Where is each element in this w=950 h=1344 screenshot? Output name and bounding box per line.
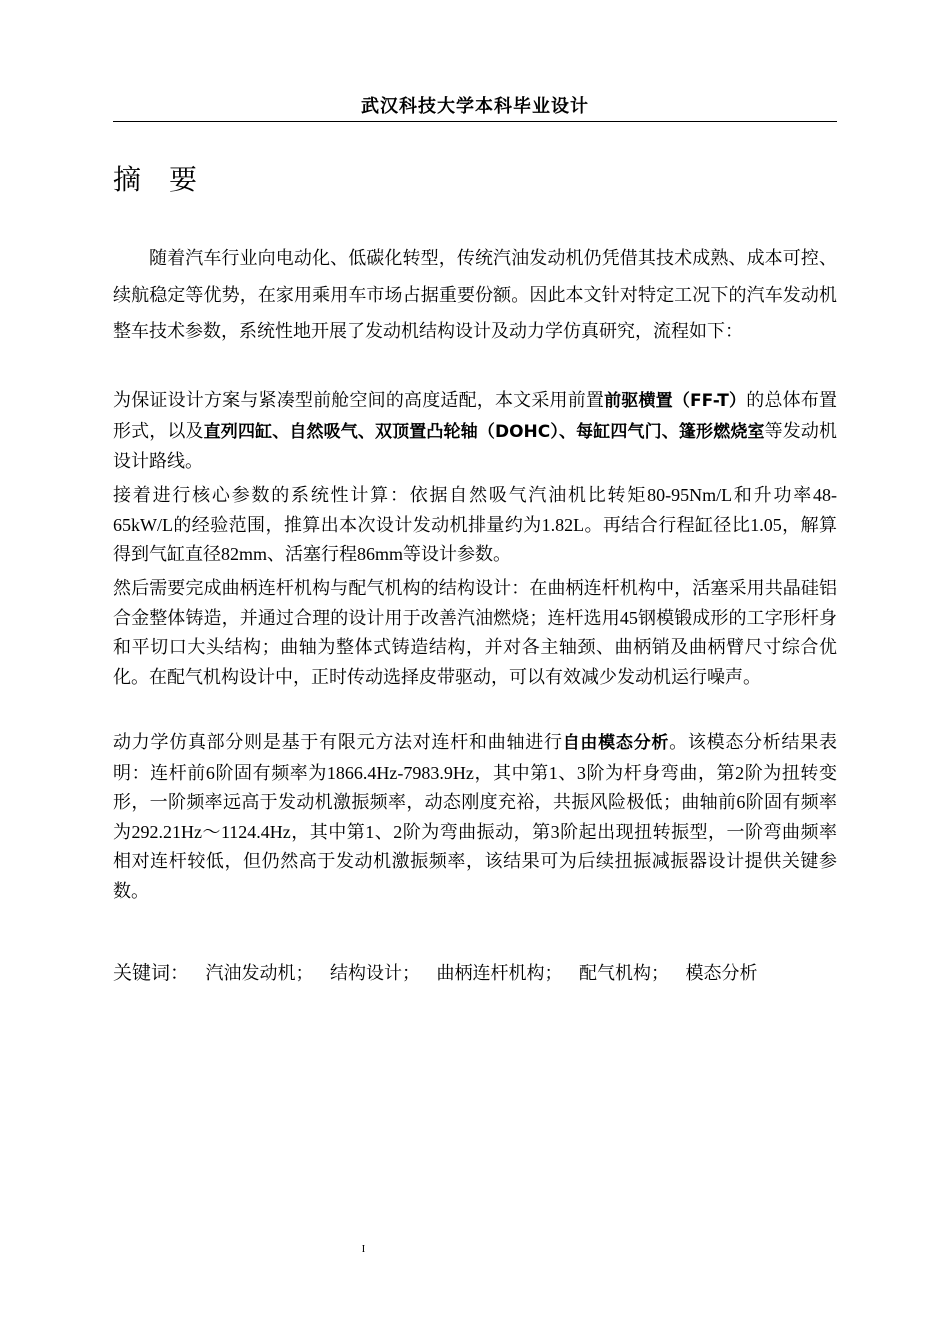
abstract-title-char-2: 要: [169, 163, 198, 196]
keyword-item: 模态分析: [685, 963, 758, 983]
page-number: I: [361, 1243, 366, 1255]
keywords-line: [113, 958, 837, 988]
layout-text-3: 等发动机设计路线。: [113, 420, 838, 471]
layout-paragraph: [113, 386, 837, 477]
parameter-paragraph: 接着进行核心参数的系统性计算：依据自然吸气汽油机比转矩80-95Nm/L和升功率48-65kW/L的经验范围，推算出本次设计发动机排量约为1.82L。再结合行程缸径比1.05，解算得到气缸直径82mm、活塞行程86mm等设计参数。: [113, 485, 837, 564]
keyword-item: 配气机构；: [579, 963, 670, 983]
keyword-item: 结构设计；: [330, 963, 421, 983]
keyword-item: 汽油发动机；: [205, 963, 314, 983]
keyword-item: 曲柄连杆机构；: [436, 963, 563, 983]
layout-text-1: 为保证设计方案与紧凑型前舱空间的高度适配，本文采用前置: [113, 390, 605, 410]
abstract-title: [113, 160, 197, 200]
simulation-text-1: 动力学仿真部分则是基于有限元方法对连杆和曲轴进行: [113, 732, 563, 752]
keywords-label: 关键词：: [113, 962, 190, 984]
layout-text-2: 的总体布置形式，以及: [113, 390, 838, 441]
simulation-paragraph: [113, 728, 837, 906]
header-rule: [113, 121, 837, 122]
mechanism-paragraph: 然后需要完成曲柄连杆机构与配气机构的结构设计：在曲柄连杆机构中，活塞采用共晶硅铝合金整体铸造，并通过合理的设计用于改善汽油燃烧；连杆选用45钢模锻成形的工字形杆身和平切口大头结构；曲轴为整体式铸造结构，并对各主轴颈、曲柄销及曲柄臂尺寸综合优化。在配气机构设计中，正时传动选择皮带驱动，可以有效减少发动机运行噪声。: [113, 578, 837, 687]
layout-bold-drive-type: 前驱横置（FF-T）: [604, 391, 747, 411]
abstract-title-char-1: 摘: [113, 163, 142, 196]
simulation-text-2: 。该模态分析结果表明：连杆前6阶固有频率为1866.4Hz-7983.9Hz，其中第1、3阶为杆身弯曲，第2阶为扭转变形，一阶频率远高于发动机激振频率，动态刚度充裕，共振风险极低；曲轴前6阶固有频率为292.21Hz～1124.4Hz，其中第1、2阶为弯曲振动，第3阶起出现扭转振型，一阶弯曲频率相对连杆较低，但仍然高于发动机激振频率，该结果可为后续扭振减振器设计提供关键参数。: [113, 732, 838, 901]
running-header: 武汉科技大学本科毕业设计: [361, 96, 589, 117]
abstract-intro-paragraph: 随着汽车行业向电动化、低碳化转型，传统汽油发动机仍凭借其技术成熟、成本可控、续航稳定等优势，在家用乘用车市场占据重要份额。因此本文针对特定工况下的汽车发动机整车技术参数，系统性地开展了发动机结构设计及动力学仿真研究，流程如下：: [113, 248, 837, 341]
simulation-bold-modal: 自由模态分析: [562, 733, 670, 753]
layout-bold-engine-route: 直列四缸、自然吸气、双顶置凸轮轴（DOHC）、每缸四气门、篷形燃烧室: [203, 421, 765, 442]
